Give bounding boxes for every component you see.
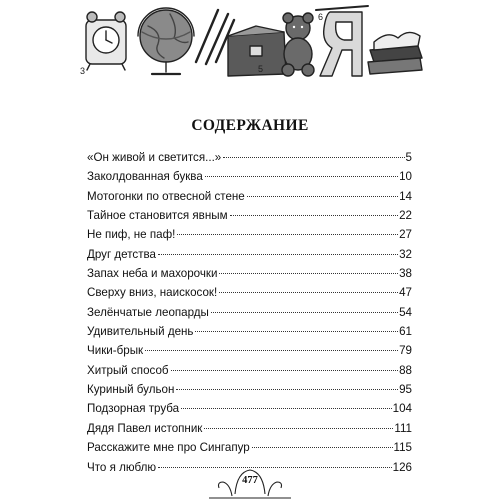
toc-entry bbox=[87, 245, 412, 264]
dot-leader bbox=[171, 370, 399, 371]
page-title: СОДЕРЖАНИЕ bbox=[191, 117, 309, 134]
dot-leader bbox=[181, 408, 392, 409]
toc-entry bbox=[87, 225, 412, 244]
dot-leader bbox=[145, 350, 398, 351]
toc-entry-page: 95 bbox=[399, 383, 412, 397]
toc-entry bbox=[87, 283, 412, 302]
dot-leader bbox=[177, 234, 398, 235]
page-number: 477 bbox=[242, 475, 258, 486]
svg-text:6: 6 bbox=[318, 12, 324, 22]
toc-entry-title: Тайное становится явным bbox=[87, 209, 228, 223]
toc-entry bbox=[87, 419, 412, 438]
toc-entry bbox=[87, 303, 412, 322]
toc-entry-title: Что я люблю bbox=[87, 460, 157, 474]
dot-leader bbox=[223, 157, 404, 158]
dot-leader bbox=[247, 196, 398, 197]
toc-entry-page: 10 bbox=[399, 170, 412, 184]
toc-entry bbox=[87, 438, 412, 457]
toc-entry bbox=[87, 187, 412, 206]
teddy-bear-icon bbox=[282, 13, 314, 76]
toc-entry-page: 115 bbox=[393, 441, 412, 455]
satchel-icon bbox=[228, 26, 286, 76]
dot-leader bbox=[219, 273, 398, 274]
books-icon bbox=[368, 32, 422, 74]
toc-entry-title: Мотогонки по отвесной стене bbox=[87, 189, 245, 203]
letter-ya-icon bbox=[316, 6, 368, 76]
toc-entry-page: 14 bbox=[399, 189, 412, 203]
toc-entry-page: 111 bbox=[394, 421, 412, 435]
toc-entry-page: 61 bbox=[399, 325, 412, 339]
toc-entry-title: Расскажите мне про Сингапур bbox=[87, 441, 250, 455]
toc-entry-page: 104 bbox=[392, 402, 412, 416]
dot-leader bbox=[176, 389, 398, 390]
dot-leader bbox=[252, 447, 393, 448]
header-illustration-svg bbox=[78, 2, 424, 80]
toc-entry-title: Куриный бульон bbox=[87, 383, 175, 397]
toc-entry bbox=[87, 380, 412, 399]
toc-entry-title: «Он живой и светится...» bbox=[87, 151, 222, 164]
toc-entry-title: Заколдованная буква bbox=[87, 170, 203, 184]
toc-entry bbox=[87, 148, 412, 167]
page-number-ornament bbox=[205, 464, 295, 500]
toc-entry-page: 126 bbox=[392, 460, 412, 474]
toc-entry-title: Не пиф, не паф! bbox=[87, 228, 176, 242]
dot-leader bbox=[205, 176, 398, 177]
toc-entry-page: 79 bbox=[399, 344, 412, 358]
contents-list bbox=[87, 148, 412, 477]
school-supplies-illustration bbox=[78, 2, 424, 80]
toc-entry-page: 54 bbox=[399, 305, 412, 319]
toc-entry-title: Удивительный день bbox=[87, 325, 194, 339]
toc-entry bbox=[87, 167, 412, 186]
dot-leader bbox=[195, 331, 398, 332]
toc-entry bbox=[87, 399, 412, 418]
toc-entry-title: Дядя Павел истопник bbox=[87, 421, 203, 435]
toc-entry-title: Сверху вниз, наискосок! bbox=[87, 286, 218, 300]
toc-entry bbox=[87, 264, 412, 283]
toc-entry-page: 32 bbox=[399, 247, 412, 261]
toc-entry-page: 22 bbox=[399, 209, 412, 223]
dot-leader bbox=[158, 254, 398, 255]
dot-leader bbox=[211, 312, 398, 313]
toc-entry-title: Подзорная труба bbox=[87, 402, 180, 416]
toc-entry-title: Запах неба и махорочки bbox=[87, 267, 218, 281]
toc-entry-title: Хитрый способ bbox=[87, 363, 169, 377]
toc-entry bbox=[87, 361, 412, 380]
dot-leader bbox=[204, 428, 393, 429]
toc-entry-page: 47 bbox=[399, 286, 412, 300]
toc-entry bbox=[87, 341, 412, 360]
toc-entry bbox=[87, 206, 412, 225]
toc-entry-page: 27 bbox=[399, 228, 412, 242]
toc-entry-title: Чики-брык bbox=[87, 344, 144, 358]
toc-entry-page: 38 bbox=[399, 267, 412, 281]
dot-leader bbox=[230, 215, 399, 216]
toc-entry-title: Друг детства bbox=[87, 247, 157, 261]
alarm-clock-icon bbox=[86, 12, 126, 70]
svg-text:5: 5 bbox=[258, 64, 264, 74]
globe-icon bbox=[138, 8, 194, 74]
toc-entry bbox=[87, 322, 412, 341]
toc-entry-title: Зелёнчатые леопарды bbox=[87, 305, 209, 319]
dot-leader bbox=[219, 292, 398, 293]
toc-entry-page: 5 bbox=[405, 151, 412, 164]
svg-text:3: 3 bbox=[80, 66, 86, 76]
toc-entry-page: 88 bbox=[399, 363, 412, 377]
